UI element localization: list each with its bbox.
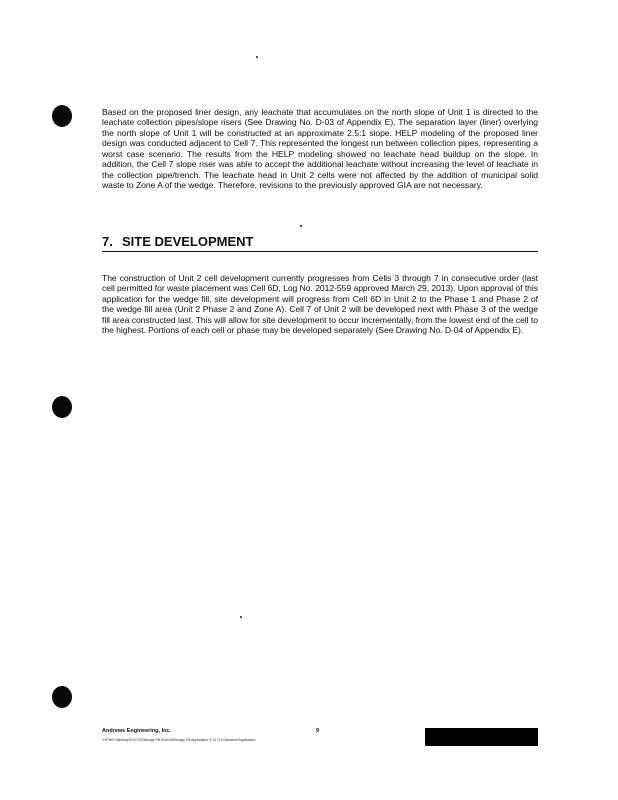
punch-hole-bottom — [52, 686, 72, 708]
section-heading — [102, 234, 538, 252]
scan-speck — [256, 56, 258, 58]
body-paragraph-liner-design: Based on the proposed liner design, any leachate that accumulates on the north slope of Unit 1 is directed to the leachate collection pipes/slope risers (See Drawing No. D-03 of Appendix E). The separation layer (liner) overlying the north slope of Unit 1 will be constructed at an approximate 2.5:1 slope. HELP modeling of the proposed liner design was conducted adjacent to Cell 7. This represented the longest run between collection pipes, representing a worst case scenario. The results from the HELP modeling showed no leachate head buildup on the slope. In addition, the Cell 7 slope riser was able to accept the additional leachate without increasing the level of leachate in the collection pipe/trench. The leachate head in Unit 2 cells were not affected by the addition of municipal solid waste to Zone A of the wedge. Therefore, revisions to the previously approved GIA are not necessary. — [102, 106, 538, 191]
section-number: 7. — [102, 234, 113, 249]
footer-company: Andrews Engineering, Inc. — [102, 728, 172, 734]
section-title: SITE DEVELOPMENT — [122, 234, 254, 249]
footer-page-number: 9 — [316, 728, 320, 734]
footer-file-path: J:\F\WS Stickney\OOCOS\Wedge Fill Ext\GIA\Wedge Fill Application 9-13 C/1 Narrative/Application — [102, 738, 256, 742]
scan-speck — [300, 225, 302, 227]
body-paragraph-site-development: The construction of Unit 2 cell development currently progresses from Cells 3 through 7 in consecutive order (last cell permitted for waste placement was Cell 6D, Log No. 2012-559 approved March 29, 2013). Upon approval of this application for the wedge fill, site development will progress from Cell 6D in Unit 2 to the Phase 1 and Phase 2 of the wedge fill area (Unit 2 Phase 2 and Zone A). Cell 7 of Unit 2 will be developed next with Phase 3 of the wedge fill area constructed last. This will allow for site development to occur incrementally, from the lowest end of the cell to the highest. Portions of each cell or phase may be developed separately (See Drawing No. D-04 of Appendix E). — [102, 272, 538, 336]
scan-speck — [240, 616, 242, 618]
punch-hole-middle — [52, 396, 72, 418]
footer-redaction-block — [425, 728, 538, 746]
punch-hole-top — [52, 105, 72, 127]
